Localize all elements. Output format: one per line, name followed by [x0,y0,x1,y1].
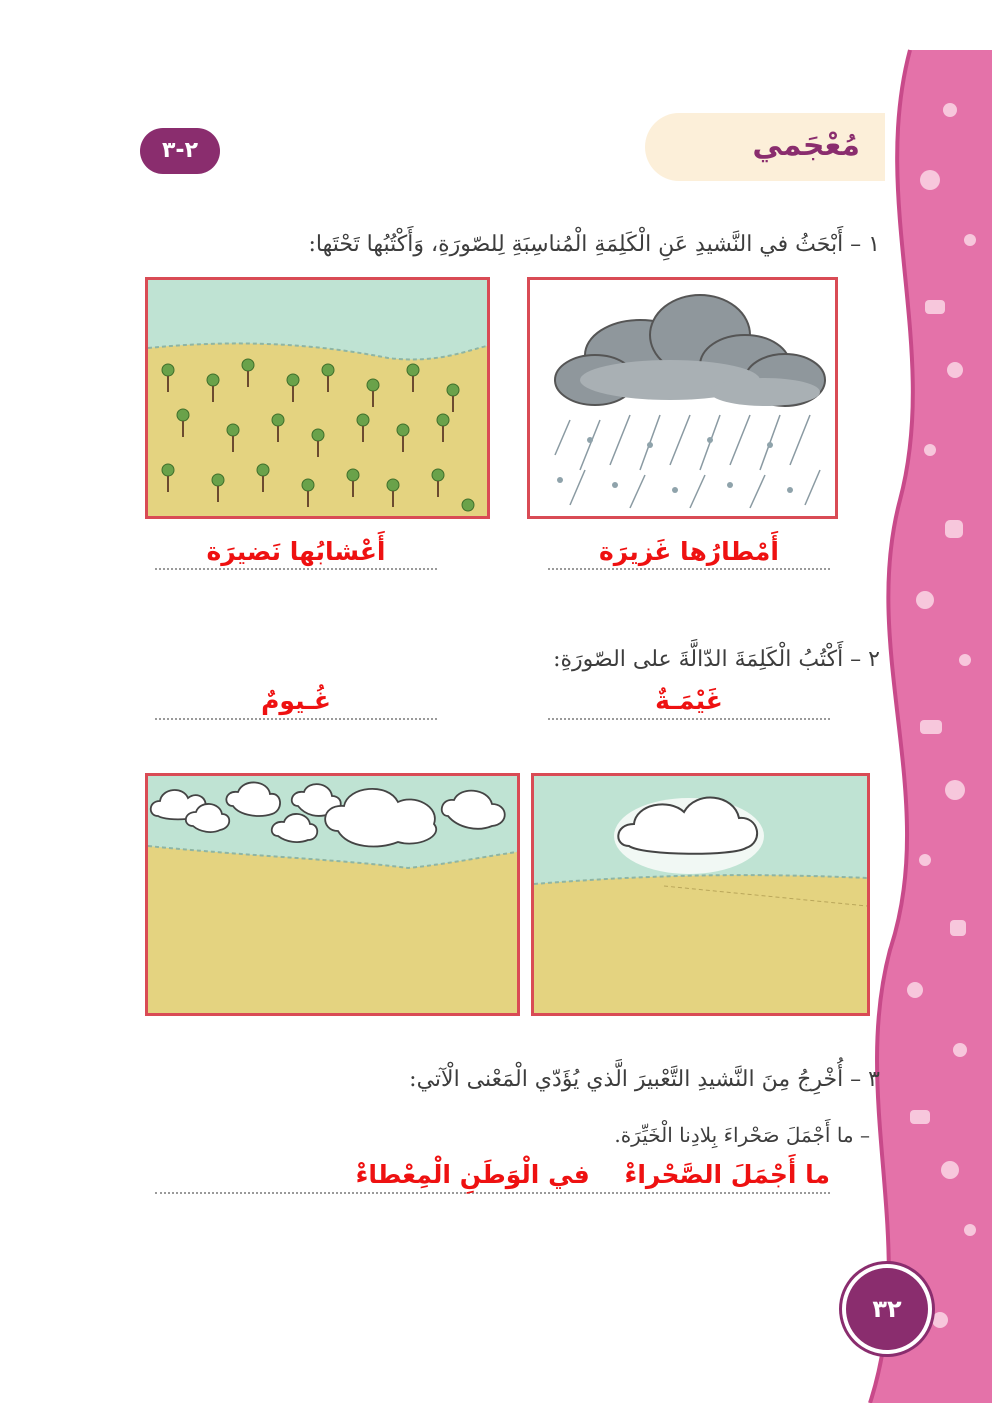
question-2-label: ٢ – أَكْتُبُ الْكَلِمَةَ الدّالَّةَ على الصّورَةِ: [553,647,880,672]
answer-2b: غُـيومٌ [261,686,331,715]
answer-1a: أَمْطارُها غَزيرَة [599,537,779,566]
question-3-label: ٣ – أُخْرِجُ مِنَ النَّشيدِ التَّعْبيرَ الَّذي يُؤَدّي الْمَعْنى الْآتي: [409,1067,880,1092]
plants-field-image [145,277,490,519]
answer-1b: أَعْشابُها نَضيرَة [206,537,386,566]
decorative-side-band [830,0,992,1403]
section-title: مُعْجَمي [752,128,860,163]
question-3-prompt: – ما أَجْمَلَ صَحْراءَ بِلادِنا الْخَيِّرَة. [614,1123,870,1147]
lesson-badge: ٢-٣ [140,128,220,174]
answer-2a: غَيْمَـةٌ [655,686,723,715]
rain-clouds-image [527,277,838,519]
question-1-label: ١ – أَبْحَثُ في النَّشيدِ عَنِ الْكَلِمَةِ الْمُناسِبَةِ لِلصّورَةِ، وَأَكْتُبُها تَحْتَها: [308,232,880,257]
single-cloud-image [531,773,870,1016]
answer-3: ما أَجْمَلَ الصَّحْراءْ في الْوَطَنِ الْمِعْطاءْ [355,1160,830,1189]
page-number: ٣٢ [842,1264,932,1354]
many-clouds-image [145,773,520,1016]
